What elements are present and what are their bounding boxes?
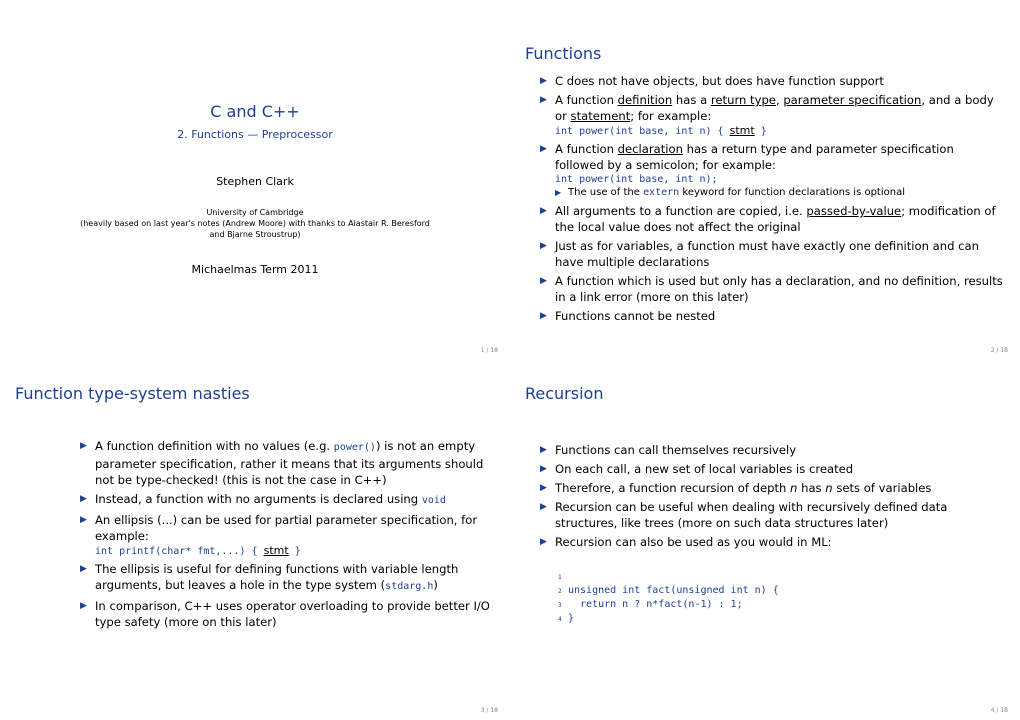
- bullet-item: ▶ All arguments to a function are copied, i.e. passed-by-value; modification of the local value does not affect the original: [540, 204, 996, 234]
- frame-title: Recursion: [525, 384, 604, 403]
- bullet-list: [540, 442, 1006, 553]
- bullet-item: ▶ A function declaration has a return type and parameter specification followed by a semicolon; for example: int power(int base, int n); ▶ The use of the extern keyword for function declarations is optional: [540, 141, 1006, 200]
- bullet-item: ▶ Just as for variables, a function must have exactly one definition and can have multiple declarations: [540, 239, 979, 269]
- bullet-triangle-icon: ▶: [540, 483, 547, 493]
- bullet-item: ▶ C does not have objects, but does have function support: [540, 74, 884, 88]
- bullet-triangle-icon: ▶: [540, 464, 547, 474]
- bullet-list: [540, 73, 1006, 327]
- date: Michaelmas Term 2011: [191, 263, 319, 276]
- page-number: 3 / 18: [480, 707, 498, 714]
- bullet-triangle-icon: ▶: [80, 564, 87, 574]
- bullet-item: ▶ Therefore, a function recursion of depth n has n sets of variables: [540, 481, 932, 495]
- bullet-triangle-icon: ▶: [80, 494, 87, 504]
- bullet-item: ▶ Functions cannot be nested: [540, 309, 716, 323]
- frame-title: Function type-system nasties: [15, 384, 250, 403]
- bullet-item: ▶ On each call, a new set of local variables is created: [540, 462, 854, 476]
- code-line: 4 }: [558, 613, 575, 624]
- code-line: 1: [558, 574, 562, 581]
- code-line: int power(int base, int n) { stmt }: [555, 124, 767, 137]
- page-number: 4 / 18: [990, 707, 1008, 714]
- institute-line3: and Bjarne Stroustrup): [209, 230, 301, 239]
- bullet-triangle-icon: ▶: [540, 502, 547, 512]
- slide-recursion: [510, 360, 1020, 720]
- author: Stephen Clark: [216, 175, 294, 188]
- bullet-triangle-icon: ▶: [555, 188, 562, 197]
- bullet-triangle-icon: ▶: [540, 95, 547, 105]
- slide-functions: [510, 0, 1020, 360]
- page-number: 2 / 18: [990, 347, 1008, 354]
- institute-line2: (heavily based on last year's notes (Andrew Moore) with thanks to Alastair R. Beresford: [80, 219, 430, 228]
- slide-type-system: [0, 360, 510, 720]
- frame-title: Functions: [525, 44, 602, 63]
- bullet-item: ▶ A function definition has a return type, parameter specification, and a body or statement; for example: int power(int base, int n) { stmt }: [540, 92, 1006, 138]
- bullet-item: ▶ A function which is used but only has a declaration, and no definition, results in a link error (more on this later): [540, 274, 1003, 304]
- bullet-item: ▶ A function definition with no values (e.g. power()) is not an empty parameter specification, rather it means that its arguments should not be type-checked! (this is not the case in C++): [80, 439, 484, 487]
- bullet-triangle-icon: ▶: [540, 445, 547, 455]
- bullet-item: ▶ An ellipsis (...) can be used for partial parameter specification, for example: int printf(char* fmt,...) { stmt }: [80, 512, 492, 558]
- bullet-item: ▶ Recursion can also be used as you would in ML:: [540, 535, 832, 549]
- title: C and C++: [210, 102, 300, 121]
- bullet-triangle-icon: ▶: [540, 206, 547, 216]
- bullet-triangle-icon: ▶: [540, 311, 547, 321]
- bullet-item: ▶ In comparison, C++ uses operator overloading to provide better I/O type safety (more on this later): [80, 599, 490, 629]
- subtitle: 2. Functions — Preprocessor: [177, 128, 333, 141]
- code-block: [558, 570, 779, 626]
- bullet-triangle-icon: ▶: [540, 76, 547, 86]
- bullet-item: ▶ Functions can call themselves recursively: [540, 443, 797, 457]
- institute-line1: University of Cambridge: [206, 208, 304, 217]
- sub-bullet-item: ▶ The use of the extern keyword for function declarations is optional: [555, 187, 905, 198]
- bullet-triangle-icon: ▶: [80, 515, 87, 525]
- bullet-item: ▶ The ellipsis is useful for defining functions with variable length arguments, but leaves a hole in the type system (stdarg.h): [80, 562, 459, 592]
- bullet-item: ▶ Instead, a function with no arguments is declared using void: [80, 492, 446, 506]
- bullet-triangle-icon: ▶: [540, 241, 547, 251]
- bullet-triangle-icon: ▶: [540, 537, 547, 547]
- bullet-list: [80, 438, 492, 633]
- bullet-item: ▶ Recursion can be useful when dealing with recursively defined data structures, like trees (more on such data structures later): [540, 500, 948, 530]
- code-line: 2 unsigned int fact(unsigned int n) {: [558, 585, 779, 596]
- code-line: 3 return n ? n*fact(n-1) : 1;: [558, 599, 743, 610]
- slide-title: [0, 0, 510, 360]
- bullet-triangle-icon: ▶: [540, 276, 547, 286]
- page-number: 1 / 18: [480, 347, 498, 354]
- code-line: int power(int base, int n);: [555, 174, 718, 185]
- bullet-triangle-icon: ▶: [540, 144, 547, 154]
- bullet-triangle-icon: ▶: [80, 601, 87, 611]
- sub-list: [555, 186, 1006, 200]
- code-line: int printf(char* fmt,...) { stmt }: [95, 544, 301, 557]
- bullet-triangle-icon: ▶: [80, 441, 87, 451]
